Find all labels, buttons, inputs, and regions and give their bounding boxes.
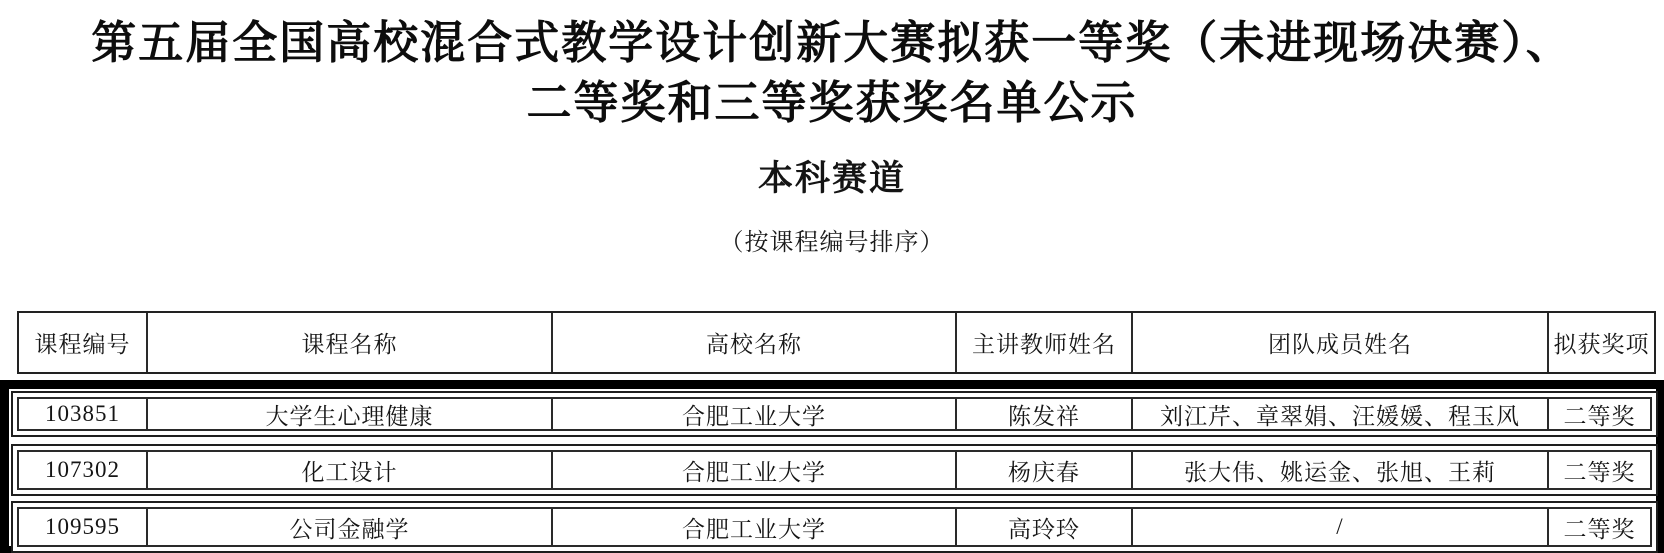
- cell-course-name: 公司金融学: [148, 509, 553, 545]
- cell-team-members: 刘江芹、章翠娟、汪媛媛、程玉风: [1133, 399, 1549, 429]
- cell-team-members: 张大伟、姚运金、张旭、王莉: [1133, 452, 1549, 488]
- section-title: 本科赛道: [757, 159, 906, 198]
- sort-note: （按课程编号排序）: [719, 230, 945, 256]
- cell-course-id: 107302: [19, 452, 148, 488]
- cell-team-members: /: [1133, 509, 1549, 545]
- cell-course-id: 103851: [19, 399, 148, 429]
- table-row: [11, 501, 1658, 553]
- cell-course-name: 大学生心理健康: [148, 399, 553, 429]
- cell-course-id: 109595: [19, 509, 148, 545]
- table-row: [11, 444, 1658, 496]
- cell-university: 合肥工业大学: [553, 399, 957, 429]
- highlight-frame-left: [0, 380, 9, 553]
- cell-teacher: 高玲玲: [957, 509, 1133, 545]
- header-award: 拟获奖项: [1553, 332, 1650, 357]
- cell-university: 合肥工业大学: [553, 509, 957, 545]
- page-title-line1: 第五届全国高校混合式教学设计创新大赛拟获一等奖（未进现场决赛）、: [91, 17, 1573, 68]
- header-course-name: 课程名称: [148, 313, 553, 372]
- table-header-row: [17, 311, 1656, 374]
- header-team-members: 团队成员姓名: [1133, 313, 1549, 372]
- header-course-id: 课程编号: [19, 313, 148, 372]
- cell-teacher: 杨庆春: [957, 452, 1133, 488]
- cell-teacher: 陈发祥: [957, 399, 1133, 429]
- cell-award: 二等奖: [1563, 403, 1636, 429]
- header-university: 高校名称: [553, 313, 957, 372]
- header-teacher: 主讲教师姓名: [957, 313, 1133, 372]
- cell-award: 二等奖: [1563, 516, 1636, 542]
- highlight-frame-top: [0, 380, 1664, 389]
- cell-award: 二等奖: [1563, 459, 1636, 485]
- page-title: [0, 13, 1664, 133]
- cell-university: 合肥工业大学: [553, 452, 957, 488]
- cell-course-name: 化工设计: [148, 452, 553, 488]
- page-title-line2: 二等奖和三等奖获奖名单公示: [526, 77, 1138, 128]
- table-row: [11, 391, 1658, 437]
